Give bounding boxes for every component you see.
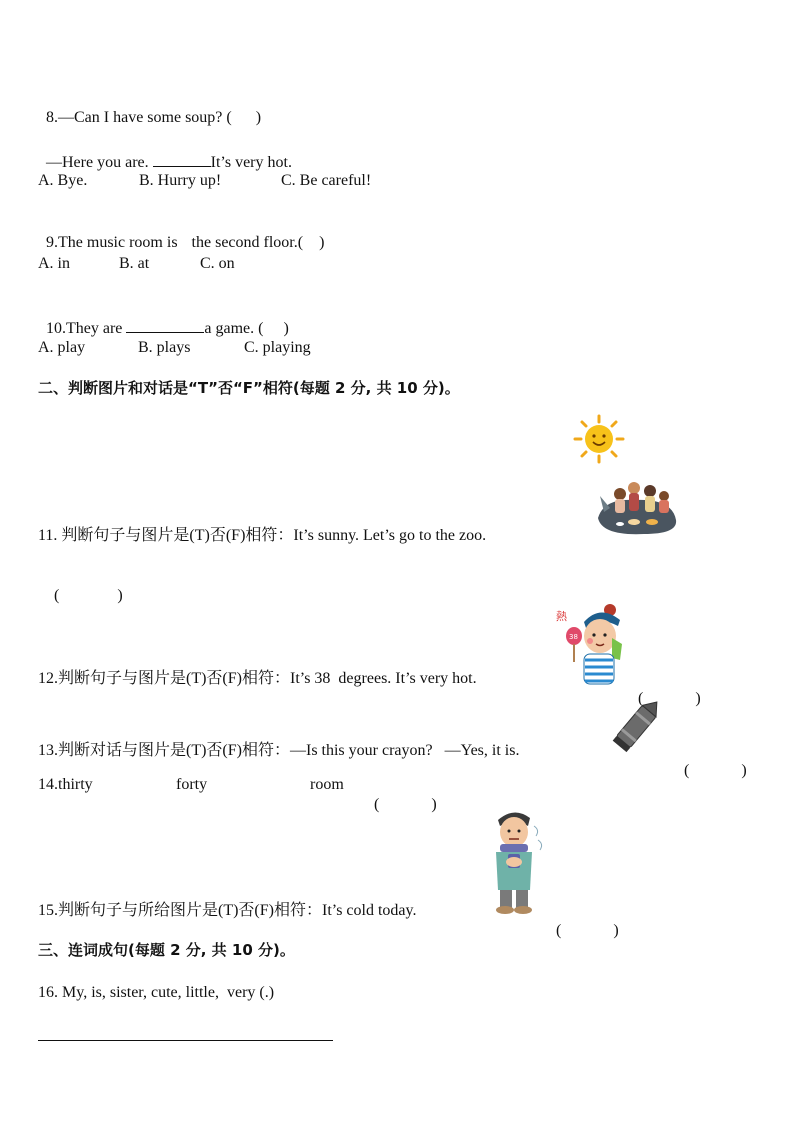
q9-option-b: B. at <box>119 255 150 272</box>
q15-close: ) <box>613 922 619 939</box>
sun-image <box>572 414 626 464</box>
q13-open: ( <box>684 762 690 779</box>
cold-man-image <box>486 806 548 918</box>
hot-boy-image <box>554 602 630 688</box>
q13-close: ) <box>741 762 747 779</box>
zoo-image <box>594 478 680 538</box>
q8-question-text: 8.—Can I have some soup? ( <box>46 109 232 126</box>
q8-option-b: B. Hurry up! <box>139 172 222 189</box>
q14-answer-bracket[interactable] <box>366 775 437 815</box>
q14-open: ( <box>374 796 380 813</box>
q9-question <box>38 213 324 253</box>
q11-open: ( <box>54 587 60 604</box>
hot-badge: 熱 <box>556 610 567 623</box>
q9-option-c: C. on <box>200 255 235 272</box>
q12-question: 12.判断句子与图片是(T)否(F)相符：It’s 38 degrees. It’s very hot. <box>38 670 477 687</box>
q9-text-a: 9.The music room is <box>46 234 178 251</box>
q10-close: ) <box>283 320 289 337</box>
q10-option-b: B. plays <box>138 339 191 356</box>
q10-option-a: A. play <box>38 339 86 356</box>
q8-question-close: ) <box>255 109 262 126</box>
q12-open: ( <box>638 690 644 707</box>
section3-heading: 三、连词成句(每题 2 分, 共 10 分)。 <box>38 941 295 959</box>
section2-heading: 二、判断图片和对话是“T”否“F”相符(每题 2 分, 共 10 分)。 <box>38 379 460 397</box>
svg-text:38: 38 <box>569 633 578 641</box>
crayon-image <box>606 700 664 756</box>
q12-close: ) <box>695 690 701 707</box>
q10-blank[interactable] <box>126 316 204 333</box>
q9-close: ) <box>319 234 325 251</box>
q16-answer-line[interactable] <box>38 1040 333 1041</box>
q10-text-b: a game. ( <box>204 320 264 337</box>
q11-answer-bracket[interactable] <box>46 566 123 606</box>
q11-close: ) <box>117 587 123 604</box>
q16-question: 16. My, is, sister, cute, little, very (.) <box>38 984 275 1001</box>
q10-text-a: 10.They are <box>46 320 127 337</box>
q10-question <box>38 296 289 339</box>
q9-text-b: the second floor.( <box>191 234 304 251</box>
q8-question <box>38 88 261 128</box>
q10-option-c: C. playing <box>244 339 311 356</box>
q13-answer-bracket[interactable] <box>676 741 747 781</box>
q9-option-a: A. in <box>38 255 70 272</box>
q8-line2b: It’s very hot. <box>210 154 292 171</box>
q15-answer-bracket[interactable] <box>548 901 619 941</box>
q8-option-c: C. Be careful! <box>281 172 372 189</box>
q8-line2a: —Here you are. <box>46 154 153 171</box>
q13-question: 13.判断对话与图片是(T)否(F)相符：—Is this your crayon? —Yes, it is. <box>38 742 520 759</box>
q14-word-2: forty <box>176 776 208 793</box>
q15-question: 15.判断句子与所给图片是(T)否(F)相符：It’s cold today. <box>38 902 417 919</box>
q14-word-3: room <box>310 776 344 793</box>
q14-close: ) <box>431 796 437 813</box>
q8-option-a: A. Bye. <box>38 172 88 189</box>
q14-word-1: 14.thirty <box>38 776 93 793</box>
q11-question: 11. 判断句子与图片是(T)否(F)相符：It’s sunny. Let’s go to the zoo. <box>38 527 487 544</box>
q15-open: ( <box>556 922 562 939</box>
q8-answer-line <box>38 130 292 173</box>
q8-blank[interactable] <box>153 150 211 167</box>
